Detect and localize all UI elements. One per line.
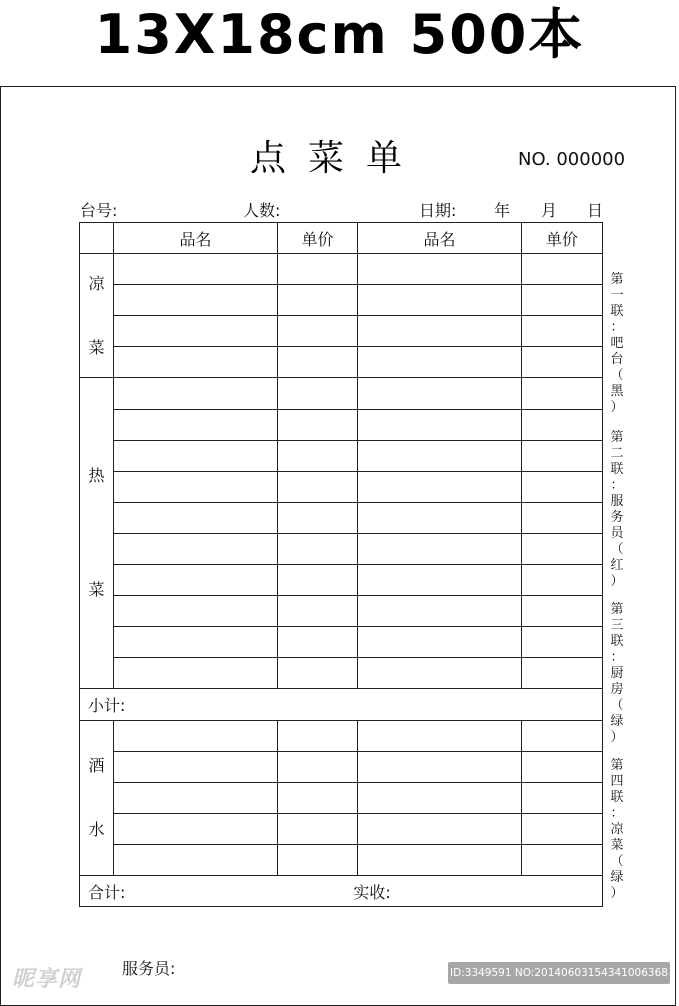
entry-cell[interactable] bbox=[358, 285, 522, 316]
entry-cell[interactable] bbox=[358, 254, 522, 285]
entry-cell[interactable] bbox=[114, 254, 278, 285]
entry-cell[interactable] bbox=[522, 471, 603, 502]
table-row bbox=[80, 409, 603, 440]
total-row bbox=[80, 875, 603, 906]
entry-cell[interactable] bbox=[358, 409, 522, 440]
entry-cell[interactable] bbox=[278, 813, 358, 844]
entry-cell[interactable] bbox=[522, 627, 603, 658]
subtotal-label: 小计: bbox=[80, 689, 603, 720]
entry-cell[interactable] bbox=[114, 782, 278, 813]
entry-cell[interactable] bbox=[522, 440, 603, 471]
entry-cell[interactable] bbox=[522, 378, 603, 409]
total-label: 合计: bbox=[88, 882, 126, 902]
entry-cell[interactable] bbox=[278, 254, 358, 285]
entry-cell[interactable] bbox=[114, 285, 278, 316]
table-row bbox=[80, 347, 603, 378]
entry-cell[interactable] bbox=[522, 316, 603, 347]
entry-cell[interactable] bbox=[522, 782, 603, 813]
table-row bbox=[80, 720, 603, 751]
year-label: 年 bbox=[494, 201, 511, 220]
watermark-brand: 昵享网 bbox=[12, 967, 82, 992]
entry-cell[interactable] bbox=[358, 720, 522, 751]
table-row bbox=[80, 440, 603, 471]
entry-cell[interactable] bbox=[358, 751, 522, 782]
entry-cell[interactable] bbox=[278, 627, 358, 658]
col-unit-price-2: 单价 bbox=[522, 223, 603, 254]
col-item-name-2: 品名 bbox=[358, 223, 522, 254]
entry-cell[interactable] bbox=[278, 378, 358, 409]
entry-cell[interactable] bbox=[358, 658, 522, 689]
entry-cell[interactable] bbox=[358, 627, 522, 658]
entry-cell[interactable] bbox=[278, 471, 358, 502]
form-title: 点菜单 bbox=[250, 138, 425, 179]
guest-count-label: 人数: bbox=[243, 201, 281, 220]
table-row bbox=[80, 844, 603, 875]
form-number: NO. 000000 bbox=[518, 149, 626, 170]
entry-cell[interactable] bbox=[522, 596, 603, 627]
received-label: 实收: bbox=[353, 882, 391, 902]
entry-cell[interactable] bbox=[522, 720, 603, 751]
entry-cell[interactable] bbox=[114, 751, 278, 782]
entry-cell[interactable] bbox=[358, 596, 522, 627]
column-header-row bbox=[80, 223, 603, 254]
table-row bbox=[80, 627, 603, 658]
entry-cell[interactable] bbox=[522, 751, 603, 782]
section-hot-dishes bbox=[80, 378, 114, 689]
col-item-name-1: 品名 bbox=[114, 223, 278, 254]
entry-cell[interactable] bbox=[114, 440, 278, 471]
entry-cell[interactable] bbox=[114, 316, 278, 347]
copy-3-legend: 第 三 联 ： 厨 房 （ 绿 ） bbox=[610, 602, 624, 745]
watermark-id: ID:3349591 NO:20140603154341006368 bbox=[448, 962, 670, 984]
entry-cell[interactable] bbox=[278, 347, 358, 378]
entry-cell[interactable] bbox=[358, 565, 522, 596]
table-row bbox=[80, 378, 603, 409]
entry-cell[interactable] bbox=[358, 471, 522, 502]
section-char: 凉 bbox=[88, 273, 105, 293]
section-char: 菜 bbox=[88, 580, 105, 600]
table-row bbox=[80, 316, 603, 347]
section-char: 热 bbox=[88, 466, 105, 486]
entry-cell[interactable] bbox=[114, 658, 278, 689]
table-row bbox=[80, 596, 603, 627]
entry-cell[interactable] bbox=[114, 409, 278, 440]
month-label: 月 bbox=[541, 201, 558, 220]
entry-cell[interactable] bbox=[114, 596, 278, 627]
table-row bbox=[80, 813, 603, 844]
section-drinks bbox=[80, 720, 114, 875]
entry-cell[interactable] bbox=[114, 813, 278, 844]
entry-cell[interactable] bbox=[522, 285, 603, 316]
copy-4-legend: 第 四 联 ： 凉 菜 （ 绿 ） bbox=[610, 758, 624, 901]
copy-2-legend: 第 二 联 ： 服 务 员 （ 红 ） bbox=[610, 430, 624, 589]
table-row bbox=[80, 751, 603, 782]
entry-cell[interactable] bbox=[522, 844, 603, 875]
table-row bbox=[80, 565, 603, 596]
section-char: 酒 bbox=[88, 755, 105, 775]
entry-cell[interactable] bbox=[522, 502, 603, 533]
entry-cell[interactable] bbox=[358, 844, 522, 875]
corner-cell bbox=[80, 223, 114, 254]
entry-cell[interactable] bbox=[522, 813, 603, 844]
table-row bbox=[80, 285, 603, 316]
entry-cell[interactable] bbox=[278, 565, 358, 596]
entry-cell[interactable] bbox=[358, 440, 522, 471]
entry-cell[interactable] bbox=[522, 254, 603, 285]
entry-cell[interactable] bbox=[522, 533, 603, 564]
entry-cell[interactable] bbox=[358, 813, 522, 844]
section-cold-dishes bbox=[80, 254, 114, 378]
table-row bbox=[80, 471, 603, 502]
entry-cell[interactable] bbox=[278, 751, 358, 782]
entry-cell[interactable] bbox=[278, 316, 358, 347]
entry-cell[interactable] bbox=[278, 440, 358, 471]
entry-cell[interactable] bbox=[278, 658, 358, 689]
entry-cell[interactable] bbox=[358, 533, 522, 564]
entry-cell[interactable] bbox=[358, 502, 522, 533]
entry-cell[interactable] bbox=[114, 347, 278, 378]
entry-cell[interactable] bbox=[278, 782, 358, 813]
day-label: 日 bbox=[587, 201, 604, 220]
entry-cell[interactable] bbox=[278, 533, 358, 564]
entry-cell[interactable] bbox=[278, 596, 358, 627]
entry-cell[interactable] bbox=[522, 347, 603, 378]
entry-cell[interactable] bbox=[114, 378, 278, 409]
entry-cell[interactable] bbox=[114, 627, 278, 658]
entry-cell[interactable] bbox=[278, 409, 358, 440]
entry-cell[interactable] bbox=[522, 565, 603, 596]
section-char: 水 bbox=[88, 819, 105, 839]
order-table bbox=[79, 222, 603, 907]
table-row bbox=[80, 533, 603, 564]
entry-cell[interactable] bbox=[358, 347, 522, 378]
entry-cell[interactable] bbox=[114, 844, 278, 875]
entry-cell[interactable] bbox=[114, 720, 278, 751]
table-number-label: 台号: bbox=[80, 201, 118, 220]
entry-cell[interactable] bbox=[114, 565, 278, 596]
subtotal-row bbox=[80, 689, 603, 720]
table-row bbox=[80, 254, 603, 285]
table-row bbox=[80, 658, 603, 689]
copy-1-legend: 第 一 联 ： 吧 台 （ 黑 ） bbox=[610, 272, 624, 415]
entry-cell[interactable] bbox=[278, 502, 358, 533]
waiter-label: 服务员: bbox=[122, 959, 176, 978]
entry-cell[interactable] bbox=[114, 533, 278, 564]
table-row bbox=[80, 782, 603, 813]
entry-cell[interactable] bbox=[278, 720, 358, 751]
entry-cell[interactable] bbox=[278, 844, 358, 875]
size-quantity-banner: 13X18cm 500本 bbox=[94, 3, 585, 66]
total-cell bbox=[80, 875, 603, 906]
section-char: 菜 bbox=[88, 337, 105, 357]
entry-cell[interactable] bbox=[522, 409, 603, 440]
col-unit-price-1: 单价 bbox=[278, 223, 358, 254]
table-row bbox=[80, 502, 603, 533]
entry-cell[interactable] bbox=[358, 378, 522, 409]
entry-cell[interactable] bbox=[522, 658, 603, 689]
date-label: 日期: bbox=[419, 201, 457, 220]
entry-cell[interactable] bbox=[278, 285, 358, 316]
entry-cell[interactable] bbox=[114, 471, 278, 502]
entry-cell[interactable] bbox=[114, 502, 278, 533]
entry-cell[interactable] bbox=[358, 316, 522, 347]
entry-cell[interactable] bbox=[358, 782, 522, 813]
